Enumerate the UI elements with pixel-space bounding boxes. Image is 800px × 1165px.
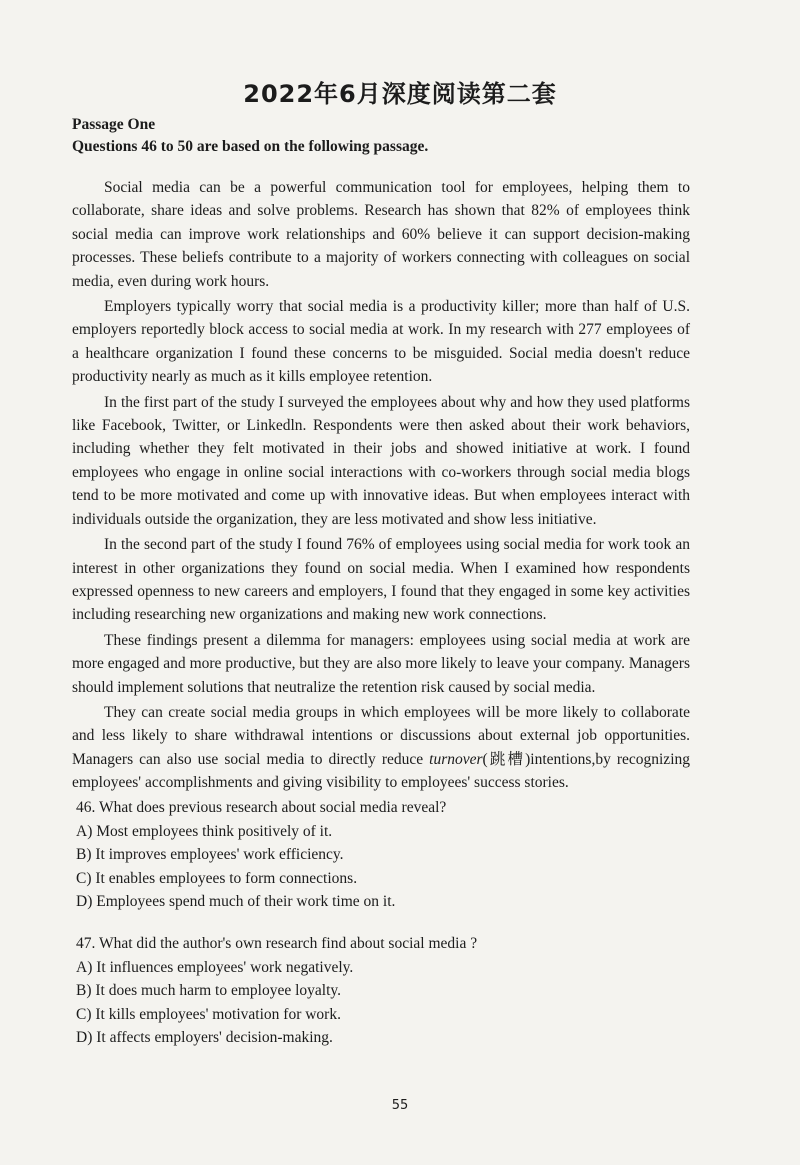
question-47 — [76, 932, 676, 1050]
option-d: D) It affects employers' decision-making. — [76, 1029, 333, 1046]
paragraph-6-after: (跳槽)intentions,by recognizing employees' accomplishments and giving visibility to employees' success stories. — [72, 750, 690, 792]
paragraph-6-before: They can create social media groups in which employees will be more likely to collaborate and less likely to share withdrawal intentions or discussions about external job opportunities. Managers can also use social media to directly reduce — [72, 703, 690, 768]
option-b: B) It improves employees' work efficiency. — [76, 846, 344, 863]
instructions: Questions 46 to 50 are based on the following passage. — [72, 138, 429, 155]
question-stem: 47. What did the author's own research find about social media ? — [76, 935, 478, 952]
passage-label: Passage One — [72, 116, 156, 133]
paragraph-1: Social media can be a powerful communication tool for employees, helping them to collaborate, share ideas and solve problems. Research has shown that 82% of employees think social media can improve work relationships and 60% believe it can support decision-making processes. These beliefs contribute to a majority of workers connecting with colleagues on social media, even during work hours. — [72, 179, 690, 290]
option-a: A) It influences employees' work negatively. — [76, 958, 354, 976]
question-46 — [76, 796, 676, 914]
question-stem: 46. What does previous research about social media reveal? — [76, 799, 447, 816]
option-c: C) It kills employees' motivation for work. — [76, 1005, 341, 1023]
italic-term: turnover — [429, 750, 483, 768]
option-a: A) Most employees think positively of it. — [76, 822, 333, 840]
paragraph-4: In the second part of the study I found 76% of employees using social media for work took an interest in other organizations they found on social media. When I examined how respondents expressed openness to new careers and employers, I found that they engaged in some key activities including researching new organizations and making new work connections. — [72, 536, 690, 624]
paragraph-5: These findings present a dilemma for managers: employees using social media at work are more engaged and more productive, but they are also more likely to leave your company. Managers should implement solutions that neutralize the retention risk caused by social media. — [72, 631, 690, 696]
page-number: 55 — [391, 1098, 409, 1113]
paragraph-3: In the first part of the study I surveyed the employees about why and how they used platforms like Facebook, Twitter, or Linkedln. Respondents were then asked about their work behaviors, including whether they felt motivated in their jobs and showed initiative at work. I found employees who engage in online social interactions with co-workers through social media blogs tend to be more motivated and come up with innovative ideas. But when employees interact with individuals outside the organization, they are less motivated and show less initiative. — [72, 393, 690, 528]
option-c: C) It enables employees to form connections. — [76, 869, 358, 887]
paragraph-6 — [72, 701, 690, 795]
option-d: D) Employees spend much of their work time on it. — [76, 893, 396, 910]
paragraph-2: Employers typically worry that social media is a productivity killer; more than half of U.S. employers reportedly block access to social media at work. In my research with 277 employees of a healthcare organization I found these concerns to be misguided. Social media doesn't reduce productivity nearly as much as it kills employee retention. — [72, 298, 690, 386]
page-title: 2022年6月深度阅读第二套 — [243, 80, 557, 108]
passage-body — [72, 176, 690, 797]
option-b: B) It does much harm to employee loyalty. — [76, 982, 342, 999]
